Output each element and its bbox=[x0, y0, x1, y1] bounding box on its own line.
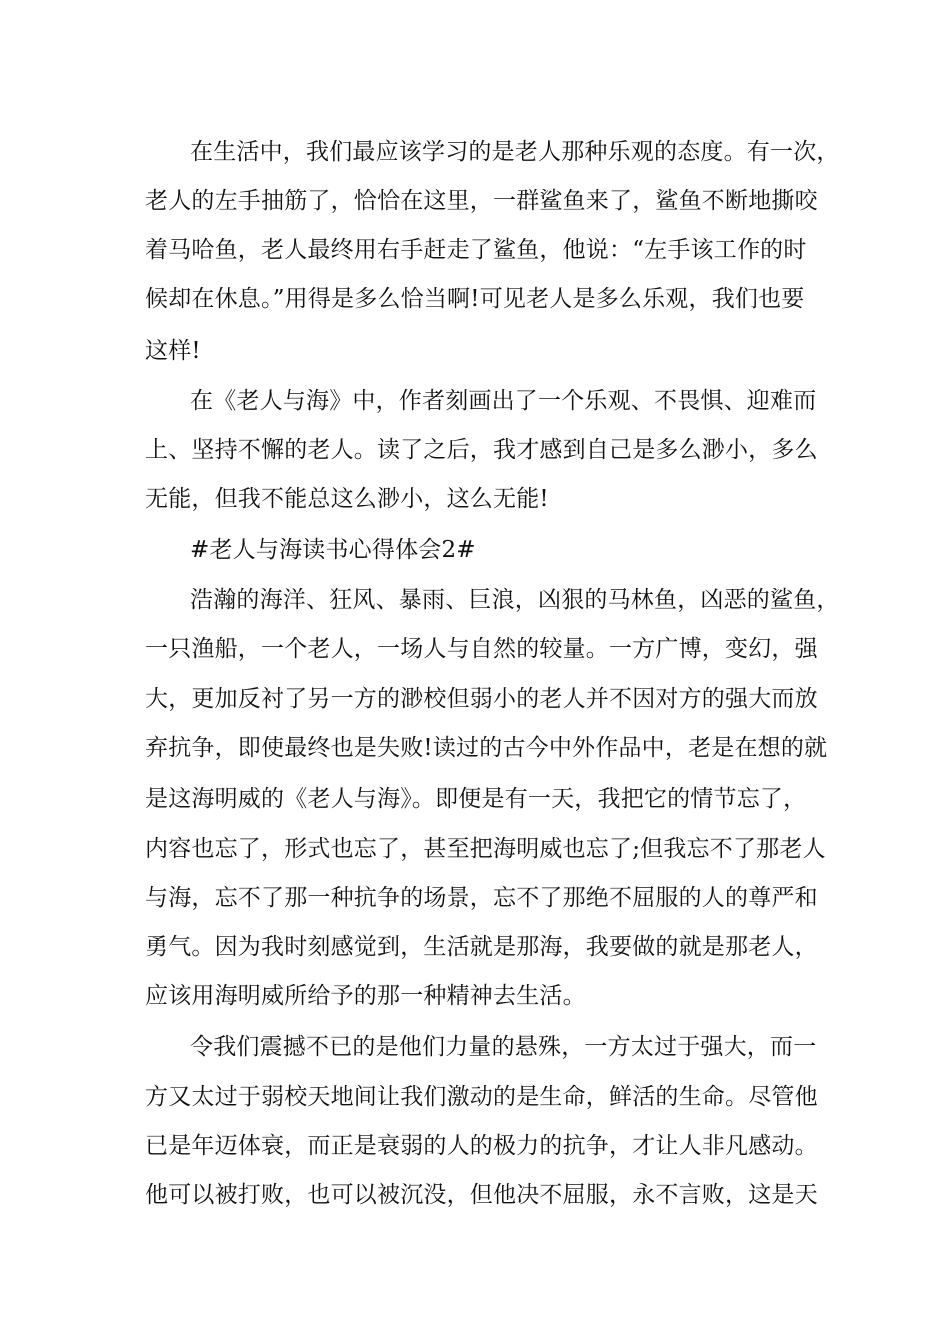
text-line: 这样! bbox=[145, 338, 201, 364]
text-line: 方又太过于弱校天地间让我们激动的是生命，鲜活的生命。尽管他 bbox=[145, 1084, 818, 1110]
text-line: 与海，忘不了那一种抗争的场景，忘不了那绝不屈服的人的尊严和 bbox=[145, 885, 818, 911]
text-line: 应该用海明威所给予的那一种精神去生活。 bbox=[145, 983, 586, 1009]
text-line: 是这海明威的《老人与海》。即便是有一天，我把它的情节忘了， bbox=[145, 786, 807, 812]
text-line: 上、坚持不懈的老人。读了之后，我才感到自己是多么渺小，多么 bbox=[145, 437, 818, 463]
text-line: 老人的左手抽筋了，恰恰在这里，一群鲨鱼来了，鲨鱼不断地撕咬 bbox=[145, 188, 818, 214]
text-line: 他可以被打败，也可以被沉没，但他决不屈服，永不言败，这是天 bbox=[145, 1182, 818, 1208]
text-line: 无能，但我不能总这么渺小，这么无能! bbox=[145, 486, 549, 512]
text-line: 浩瀚的海洋、狂风、暴雨、巨浪，凶狠的马林鱼，凶恶的鲨鱼， bbox=[190, 587, 840, 613]
text-line: 勇气。因为我时刻感觉到，生活就是那海，我要做的就是那老人， bbox=[145, 934, 818, 960]
text-line: 大，更加反衬了另一方的渺校但弱小的老人并不因对方的强大而放 bbox=[145, 686, 818, 712]
text-line: 在《老人与海》中，作者刻画出了一个乐观、不畏惧、迎难而 bbox=[190, 388, 817, 414]
text-line: 内容也忘了，形式也忘了，甚至把海明威也忘了;但我忘不了那老人 bbox=[145, 836, 826, 862]
text-line: 弃抗争，即使最终也是失败!读过的古今中外作品中，老是在想的就 bbox=[145, 735, 828, 761]
text-line: 在生活中，我们最应该学习的是老人那种乐观的态度。有一次， bbox=[190, 139, 840, 165]
text-line: 令我们震撼不已的是他们力量的悬殊，一方太过于强大，而一 bbox=[190, 1034, 817, 1060]
text-line: 一只渔船，一个老人，一场人与自然的较量。一方广博，变幻，强 bbox=[145, 636, 818, 662]
section-heading: #老人与海读书心得体会2# bbox=[190, 537, 476, 563]
text-line: 着马哈鱼，老人最终用右手赶走了鲨鱼，他说：“左手该工作的时 bbox=[145, 237, 807, 263]
text-line: 已是年迈体衰，而正是衰弱的人的极力的抗争，才让人非凡感动。 bbox=[145, 1133, 818, 1159]
text-line: 候却在休息。”用得是多么恰当啊!可见老人是多么乐观，我们也要 bbox=[145, 286, 805, 312]
